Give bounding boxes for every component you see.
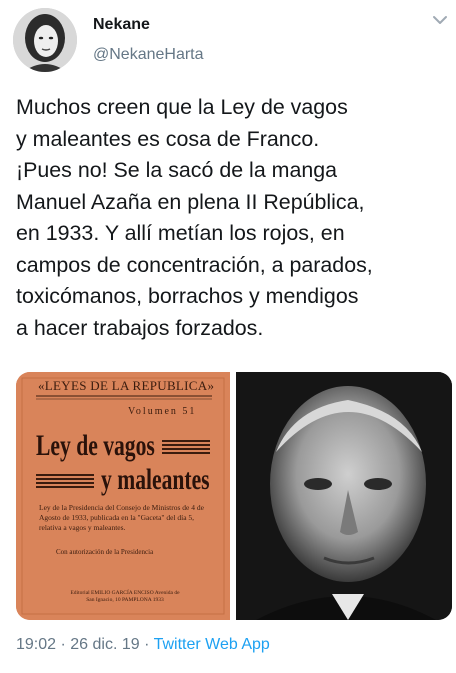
separator: · xyxy=(144,636,150,653)
display-name[interactable]: Nekane xyxy=(93,16,150,33)
avatar[interactable] xyxy=(13,8,77,72)
cover-authorization: Con autorización de la Presidencia xyxy=(56,548,154,556)
separator: · xyxy=(60,636,66,653)
cover-publisher: Editorial EMILIO GARCÍA ENCISO Avenida de San Ignacio, 10 PAMPLONA 1933 xyxy=(70,590,180,603)
cover-title-line2: y maleantes xyxy=(101,463,210,496)
tweet-media xyxy=(16,372,452,620)
portrait-photo[interactable] xyxy=(236,372,452,620)
chevron-down-icon[interactable] xyxy=(432,14,448,26)
cover-series: «LEYES DE LA REPUBLICA» xyxy=(38,378,215,393)
tweet-line: toxicómanos, borrachos y mendigos xyxy=(16,284,359,308)
tweet-line: campos de concentración, a parados, xyxy=(16,252,373,277)
tweet-line: Muchos creen que la Ley de vagos xyxy=(16,95,348,119)
cover-title-line1: Ley de vagos xyxy=(36,429,155,462)
tweet-date[interactable]: 26 dic. 19 xyxy=(70,636,140,653)
avatar-image xyxy=(13,8,77,72)
tweet-line: y maleantes es cosa de Franco. xyxy=(16,126,320,151)
cover-volume: Volumen 51 xyxy=(128,406,197,417)
tweet-time[interactable]: 19:02 xyxy=(16,636,57,653)
portrait-image xyxy=(236,372,452,620)
tweet-line: a hacer trabajos forzados. xyxy=(16,315,264,340)
cover-description: Ley de la Presidencia del Consejo de Ministros de 4 de Agosto de 1933, publicada en la "Gaceta" del día 5, relativa a vagos y maleantes. xyxy=(39,503,204,532)
tweet-footer xyxy=(16,636,270,654)
user-handle[interactable]: @NekaneHarta xyxy=(93,46,204,63)
tweet-source-link[interactable]: Twitter Web App xyxy=(153,636,270,653)
tweet-line: Manuel Azaña en plena II República, xyxy=(16,189,365,214)
tweet-text xyxy=(16,92,448,344)
book-cover-image[interactable] xyxy=(16,372,230,620)
tweet-line: en 1933. Y allí metían los rojos, en xyxy=(16,221,345,245)
tweet-line: ¡Pues no! Se la sacó de la manga xyxy=(16,158,338,182)
tweet-header xyxy=(0,0,456,86)
